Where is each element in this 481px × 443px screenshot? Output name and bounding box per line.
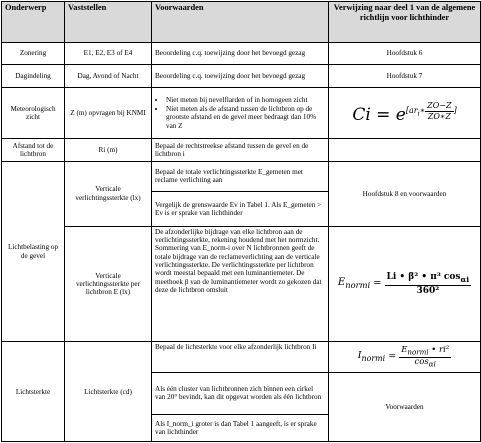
lichtbelasting-vert1-b: Vergelijk de grenswaarde Ev in Tabel 1. Als E_gemeten > Ev is er sprake van lichthinder	[152, 191, 329, 226]
ci-exp-sub: i	[417, 109, 420, 118]
ci-lhs: Ci = e	[352, 104, 406, 125]
zonering-verwijzing: Hoofdstuk 6	[329, 43, 481, 65]
lichtsterkte-b: Als één cluster van lichtbronnen zich binnen een cirkel van 20° bevindt, kan dit opgevat worden als één lichtbron	[152, 372, 329, 414]
lichtbelasting-vert1-label: Verticale verlichtingssterkte (lx)	[65, 161, 152, 226]
in-lhs: I	[357, 350, 362, 362]
lichtbelasting-vert1-ref: Hoofdstuk 8 en voorwaarden	[329, 161, 481, 226]
meteo-bullet: • Niet meten bij nevelflarden of in homogeen zicht	[166, 96, 325, 104]
lichtbelasting-vert2-text: De afzonderlijke bijdrage van elke lichtbron aan de verlichtingssterkte, rekening houdend met het normzicht. Sommering van E_norm-i over N lichtbronnen geeft de totale bijdrage van de reclameverlichting aan de verticale verlichtingssterkte. De verlichtingssterkte per lichtbron wordt meestal bepaald met een luminantiemeter. De meethoek β van de luminantiemeter wordt zo gekozen dat deze de lichtbron omsluit	[152, 226, 329, 342]
in-den: cos	[414, 356, 429, 367]
lichtsterkte-formula	[329, 342, 481, 372]
in-lhs-sub: normi	[361, 353, 386, 363]
en-lhs-sub: normi	[345, 280, 371, 291]
dagindeling-voorwaarden: Beoordeling c.q. toewijzing door het bevoegd gezag	[152, 65, 329, 88]
row-zonering	[2, 43, 481, 65]
header-vaststellen: Vaststellen	[65, 2, 152, 43]
header-voorwaarden: Voorwaarden	[152, 2, 329, 43]
header-row	[2, 2, 481, 43]
zonering-onderwerp: Zonering	[2, 43, 65, 65]
meteo-formula	[329, 88, 481, 139]
afstand-vaststellen: Ri (m)	[65, 139, 152, 161]
afstand-onderwerp: Afstand tot de lichtbron	[2, 139, 65, 161]
afstand-verwijzing	[329, 139, 481, 161]
zonering-vaststellen: E1, E2, E3 of E4	[65, 43, 152, 65]
header-onderwerp: Onderwerp	[2, 2, 65, 43]
ci-num: ZO−Z	[427, 101, 452, 111]
afstand-voorwaarden: Bepaal de rechtstreekse afstand tussen de gevel en de lichtbron i	[152, 139, 329, 161]
en-eq: =	[373, 278, 382, 290]
meteo-onderwerp: Meteorologisch zicht	[2, 88, 65, 139]
row-lichtbelasting-1a	[2, 161, 481, 191]
meteo-vaststellen: Z (m) opvragen bij KNMI	[65, 88, 152, 139]
ci-exp-mid: ∗	[419, 106, 426, 116]
lichtbelasting-vert2-label: Verticale verlichtingssterkte per lichtbron E (lx)	[65, 226, 152, 342]
lichtbelasting-formula	[329, 226, 481, 342]
en-lhs: E	[337, 277, 346, 289]
lichtsterkte-c: Als I_norm_i groter is dan Tabel 1 aangeeft, is er sprake van lichthinder	[152, 414, 329, 441]
en-num: Li • β² • π³ cos	[386, 272, 461, 283]
ci-exp-suffix: ]	[453, 106, 457, 116]
in-den-sub: αi	[428, 359, 436, 369]
row-meteo	[2, 88, 481, 139]
en-num-sub: αi	[460, 275, 470, 285]
lichtsterkte-vaststellen: Lichtsterkte (cd)	[65, 342, 152, 442]
en-den: 360²	[416, 285, 440, 296]
in-num-tail: • ri²	[431, 344, 450, 355]
lichtbelasting-vert1-a: Bepaal de totale verlichtingssterkte E_gemeten met reclame verlichting aan	[152, 161, 329, 191]
lichtsterkte-ref: Voorwaarden	[329, 372, 481, 441]
dagindeling-verwijzing: Hoofdstuk 7	[329, 65, 481, 88]
ci-exp-prefix: [ar	[405, 106, 418, 116]
in-eq: =	[388, 350, 397, 362]
meteo-bullet: • Niet meten als de afstand tussen de lichtbron op de grootste afstand en de gevel meer bedraagt dan 10% van Z	[166, 105, 325, 130]
lichtsterkte-onderwerp: Lichtsterkte	[2, 342, 65, 442]
dagindeling-vaststellen: Dag, Avond of Nacht	[65, 65, 152, 88]
row-lichtsterkte-a	[2, 342, 481, 372]
row-lichtbelasting-2	[2, 226, 481, 342]
header-verwijzing: Verwijzing naar deel 1 van de algemene richtlijn voor lichthinder	[329, 2, 481, 43]
ci-den: ZO∗Z	[427, 111, 451, 121]
lichtsterkte-a: Bepaal de lichtsterkte voor elke afzonderlijk lichtbron Ii	[152, 342, 329, 372]
lichtbelasting-onderwerp: Lichtbelasting op de gevel	[2, 161, 65, 342]
requirements-table	[1, 1, 481, 442]
row-afstand	[2, 139, 481, 161]
row-dagindeling	[2, 65, 481, 88]
in-num: E	[401, 344, 408, 355]
zonering-voorwaarden: Beoordeling c.q. toewijzing door het bevoegd gezag	[152, 43, 329, 65]
in-num-sub: normi	[407, 347, 429, 357]
dagindeling-onderwerp: Dagindeling	[2, 65, 65, 88]
meteo-voorwaarden	[152, 88, 329, 139]
